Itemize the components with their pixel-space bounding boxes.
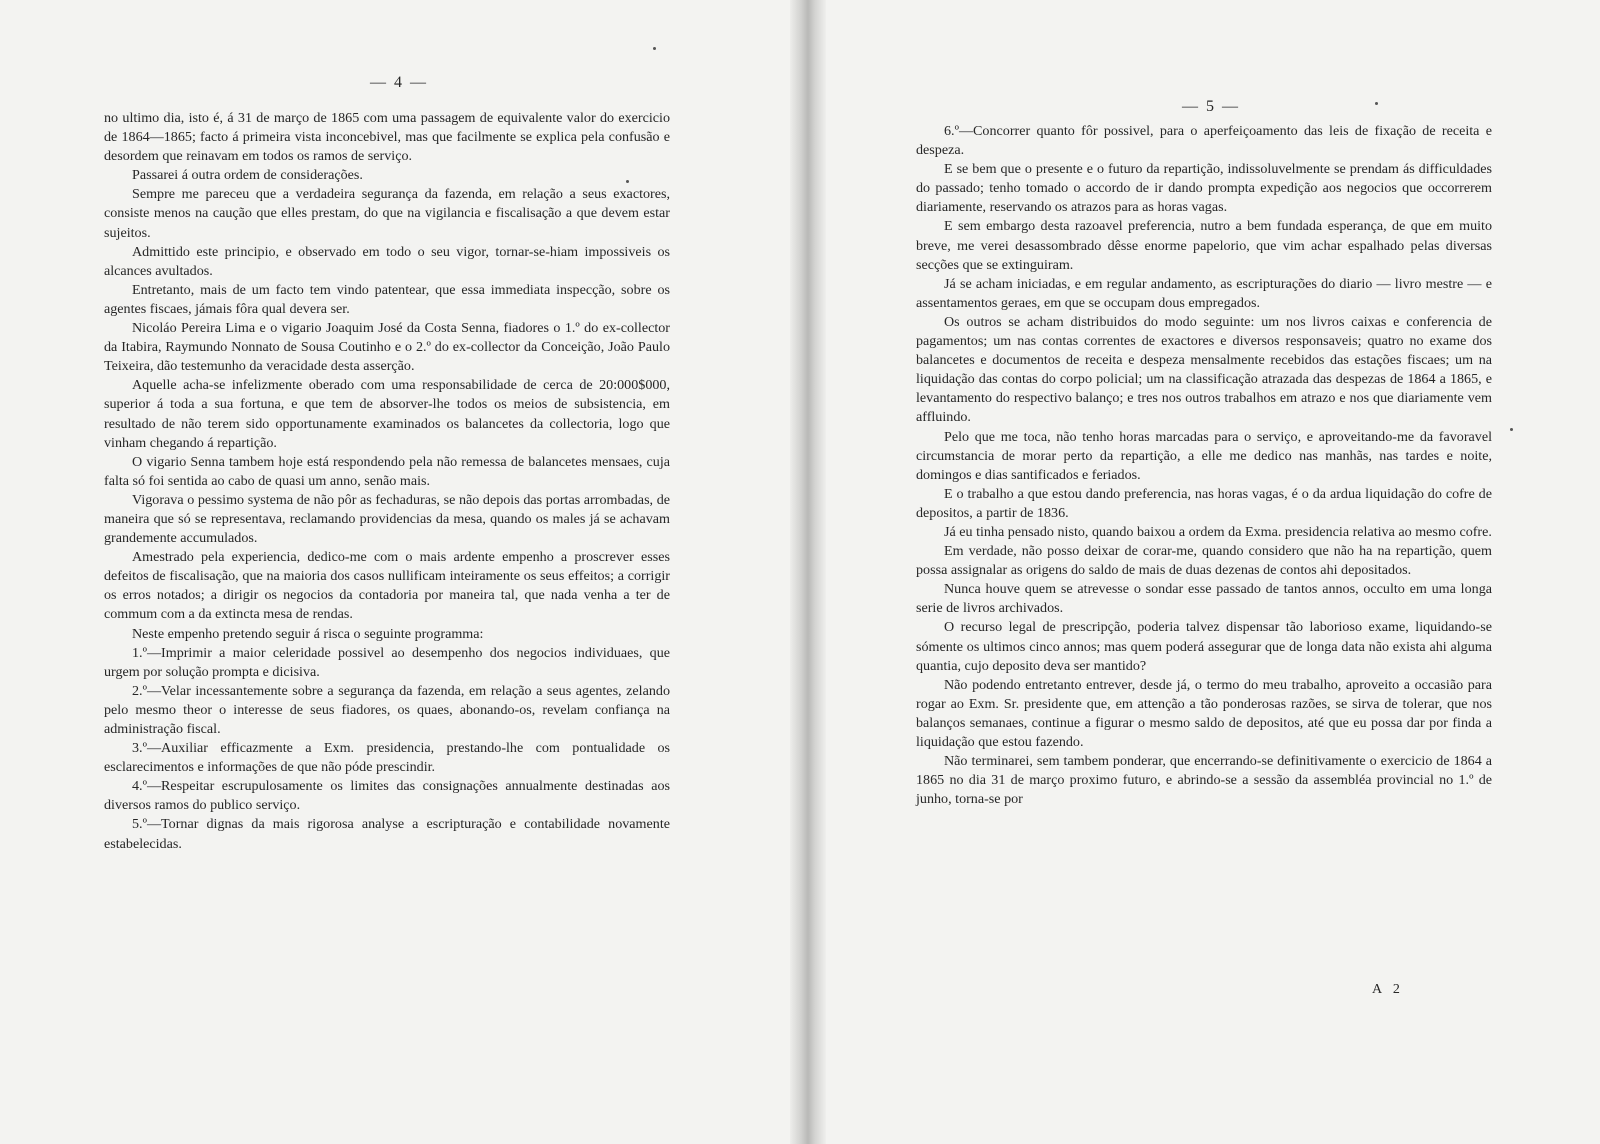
paragraph: Aquelle acha-se infelizmente oberado com uma responsabilidade de cerca de 20:000$000, superior á toda a sua fortuna, e que tem de absorver-lhe todos os meios de subsistencia, em resultado de não terem sido opportunamente examinados os balancetes da collectoria, logo que vinham chegando á repartição. bbox=[104, 377, 670, 451]
paragraph: Passarei á outra ordem de considerações. bbox=[132, 167, 363, 184]
paragraph: Não podendo entretanto entrever, desde já, o termo do meu trabalho, aproveito a occasião para rogar ao Exm. Sr. presidente que, em attenção a tão ponderosas razões, se sirva de tolerar, que nos balanços semanaes, continue a figurar o mesmo saldo de depositos, até que eu possa dar por finda a liquidação que estou fazendo. bbox=[916, 676, 1492, 750]
paragraph: Entretanto, mais de um facto tem vindo patentear, que essa immediata inspecção, sobre os agentes fiscaes, jámais fôra qual devera ser. bbox=[104, 281, 670, 317]
left-page bbox=[0, 0, 790, 1144]
page-number: — 5 — bbox=[1182, 98, 1240, 115]
paper-speck bbox=[1375, 102, 1378, 105]
paragraph: Já eu tinha pensado nisto, quando baixou a ordem da Exma. presidencia relativa ao mesmo cofre. bbox=[944, 523, 1492, 540]
paragraph: 5.º—Tornar dignas da mais rigorosa analyse a escripturação e contabilidade novamente estabelecidas. bbox=[104, 816, 670, 852]
paragraph: Os outros se acham distribuidos do modo seguinte: um nos livros caixas e conferencia de pagamentos; um nas contas correntes de exactores e diversos responsaveis; quatro no exame dos balancetes e documentos de receita e despeza mensalmente recebidos das estações fiscaes; um na liquidação das contas do corpo policial; um na classificação atrazada das despezas de 1864 a 1865, e levantamento do respectivo balanço; e tres nos outros trabalhos em atrazo e nos que diariamente vem affluindo. bbox=[916, 313, 1492, 426]
paper-speck bbox=[1510, 428, 1513, 431]
signature-mark: A 2 bbox=[1372, 982, 1404, 997]
paragraph: Vigorava o pessimo systema de não pôr as fechaduras, se não depois das portas arrombadas, de maneira que só se representava, reclamando providencias da mesa, quando os males já se achavam grandemente accumulados. bbox=[104, 491, 670, 547]
right-page bbox=[826, 0, 1600, 1144]
page-text bbox=[104, 109, 670, 854]
paragraph: E sem embargo desta razoavel preferencia, nutro a bem fundada esperança, de que em muito breve, me verei desassombrado dêsse enorme papelorio, que vim achar espalhado pelas diversas secções que se extinguiram. bbox=[916, 218, 1492, 273]
paragraph: Em verdade, não posso deixar de corar-me, quando considero que não ha na repartição, quem possa assignalar as origens do saldo de mais de duas dezenas de contos ahi depositados. bbox=[916, 543, 1492, 579]
paragraph: Pelo que me toca, não tenho horas marcadas para o serviço, e aproveitando-me da favoravel circumstancia de morar perto da repartição, a elle me dedico nas manhãs, nas tardes e noite, domingos e dias santificados e feriados. bbox=[916, 428, 1492, 483]
paragraph: E se bem que o presente e o futuro da repartição, indissoluvelmente se prendam ás difficuldades do passado; tenho tomado o accordo de ir dando prompta expedição aos negocios que occorrerem diariamente, reservando os atrazos para as horas vagas. bbox=[916, 161, 1492, 216]
page-text bbox=[916, 122, 1492, 809]
book-gutter bbox=[790, 0, 826, 1144]
paragraph: Não terminarei, sem tambem ponderar, que encerrando-se definitivamente o exercicio de 1864 a 1865 no dia 31 de março proximo futuro, e abrindo-se a sessão da assembléa provincial no 1.º de junho, torna-se por bbox=[916, 753, 1492, 808]
paragraph: 6.º—Concorrer quanto fôr possivel, para o aperfeiçoamento das leis de fixação de receita e despeza. bbox=[916, 123, 1492, 159]
page-number: — 4 — bbox=[370, 74, 428, 91]
paragraph: 4.º—Respeitar escrupulosamente os limites das consignações annualmente destinadas aos diversos ramos do publico serviço. bbox=[104, 778, 670, 814]
paragraph: Neste empenho pretendo seguir á risca o seguinte programma: bbox=[132, 625, 484, 642]
paragraph: O vigario Senna tambem hoje está respondendo pela não remessa de balancetes mensaes, cuja falta só foi sentida ao cabo de quasi um anno, senão mais. bbox=[104, 453, 670, 489]
paragraph: E o trabalho a que estou dando preferencia, nas horas vagas, é o da ardua liquidação do cofre de depositos, a partir de 1836. bbox=[916, 485, 1492, 521]
paragraph: 2.º—Velar incessantemente sobre a segurança da fazenda, em relação a seus agentes, zelando pelo mesmo theor o interesse de seus fiadores, os quaes, abonando-os, revelam confiança na administração fiscal. bbox=[104, 682, 670, 737]
paragraph: Já se acham iniciadas, e em regular andamento, as escripturações do diario — livro mestre — e assentamentos geraes, em que se occupam dous empregados. bbox=[916, 275, 1492, 311]
paragraph: 1.º—Imprimir a maior celeridade possivel ao desempenho dos negocios individuaes, que urgem por solução prompta e dicisiva. bbox=[104, 644, 670, 680]
paragraph: no ultimo dia, isto é, á 31 de março de 1865 com uma passagem de equivalente valor do exercicio de 1864—1865; facto á primeira vista inconcebivel, mas que facilmente se explica pela confusão e desordem que reinavam em todos os ramos de serviço. bbox=[104, 110, 670, 165]
paragraph: Admittido este principio, e observado em todo o seu vigor, tornar-se-hiam impossiveis os alcances avultados. bbox=[104, 243, 670, 279]
paragraph: Nicoláo Pereira Lima e o vigario Joaquim José da Costa Senna, fiadores o 1.º do ex-collector da Itabira, Raymundo Nonnato de Sousa Coutinho e o 2.º do ex-collector da Conceição, João Paulo Teixeira, dão testemunho da veracidade desta asserção. bbox=[104, 320, 670, 375]
paragraph: Amestrado pela experiencia, dedico-me com o mais ardente empenho a proscrever esses defeitos de fiscalisação, que na maioria dos casos nullificam inteiramente os seus effeitos; a corrigir os erros notados; a dirigir os negocios da contadoria por maneira tal, que nada venha a ter de commum com a da extincta mesa de rendas. bbox=[104, 549, 670, 623]
paragraph: O recurso legal de prescripção, poderia talvez dispensar tão laborioso exame, liquidando-se sómente os ultimos cinco annos; mas quem poderá assegurar que de longa data não exista ahi alguma quantia, cujo deposito deva ser mantido? bbox=[916, 619, 1492, 674]
paragraph: Nunca houve quem se atrevesse o sondar esse passado de tantos annos, occulto em uma longa serie de livros archivados. bbox=[916, 581, 1492, 617]
paragraph: Sempre me pareceu que a verdadeira segurança da fazenda, em relação a seus exactores, consiste menos na caução que elles prestam, do que na vigilancia e fiscalisação a que devem estar sujeitos. bbox=[104, 186, 670, 241]
paper-speck bbox=[626, 180, 629, 183]
paper-speck bbox=[653, 47, 656, 50]
paragraph: 3.º—Auxiliar efficazmente a Exm. presidencia, prestando-lhe com pontualidade os esclarecimentos e informações de que não póde prescindir. bbox=[104, 740, 670, 776]
